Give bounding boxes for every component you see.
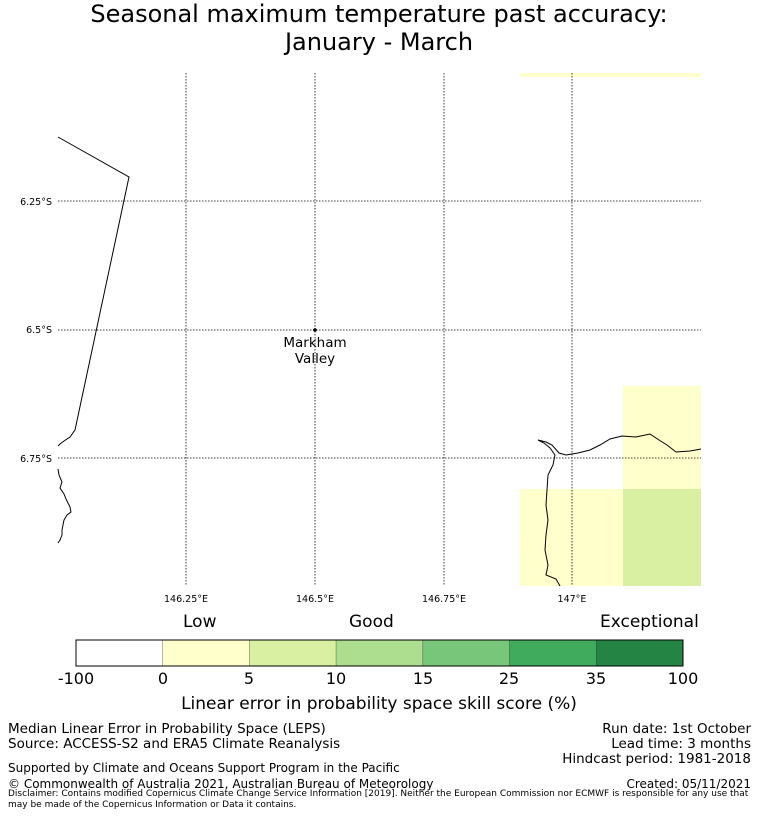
colorbar-tick-label: -100 bbox=[57, 669, 95, 688]
colorbar-segment bbox=[163, 640, 250, 666]
footer-source: Source: ACCESS-S2 and ERA5 Climate Reanalysis bbox=[8, 736, 341, 752]
colorbar-segment bbox=[510, 640, 597, 666]
footer-copyright: © Commonwealth of Australia 2021, Australian Bureau of Meteorology bbox=[8, 777, 434, 791]
skill-cell-upper-right bbox=[623, 386, 701, 489]
title-line-2: January - March bbox=[284, 28, 474, 56]
lat-tick-label: 6.25°S bbox=[20, 197, 52, 208]
colorbar-segment bbox=[336, 640, 423, 666]
colorbar-tick-label: 15 bbox=[412, 669, 434, 688]
colorbar-tick-label: 25 bbox=[498, 669, 520, 688]
colorbar-segment bbox=[596, 640, 683, 666]
colorbar-word-good: Good bbox=[349, 612, 394, 632]
lon-tick-label: 146.25°E bbox=[164, 594, 208, 605]
colorbar-segment bbox=[423, 640, 510, 666]
lat-tick-label: 6.75°S bbox=[20, 454, 52, 465]
place-name-line-2: Valley bbox=[294, 351, 336, 367]
skill-cell-top-strip bbox=[520, 73, 701, 77]
coastline-west bbox=[58, 137, 129, 446]
lat-tick-label: 6.5°S bbox=[26, 325, 52, 336]
colorbar-tick-label: 35 bbox=[585, 669, 607, 688]
colorbar-tick-label: 100 bbox=[667, 669, 699, 688]
colorbar-segment bbox=[249, 640, 336, 666]
colorbar-word-exceptional: Exceptional bbox=[600, 612, 699, 632]
footer-right bbox=[562, 722, 751, 767]
lon-tick-label: 146.75°E bbox=[422, 594, 466, 605]
footer-hindcast-period: Hindcast period: 1981-2018 bbox=[562, 751, 751, 767]
colorbar-tick-label: 0 bbox=[157, 669, 169, 688]
colorbar-tick-label: 10 bbox=[325, 669, 347, 688]
lat-gridlines bbox=[58, 201, 701, 458]
markham-valley-point bbox=[313, 328, 317, 332]
colorbar-tick-label: 5 bbox=[243, 669, 255, 688]
title-line-1: Seasonal maximum temperature past accuracy: bbox=[90, 0, 668, 28]
colorbar-word-low: Low bbox=[183, 612, 217, 632]
footer-support: Supported by Climate and Oceans Support Program in the Pacific bbox=[8, 761, 400, 775]
coastline-west-lower bbox=[58, 469, 71, 543]
footer-method: Median Linear Error in Probability Space (LEPS) bbox=[8, 721, 326, 737]
colorbar-segment bbox=[76, 640, 163, 666]
footer-disclaimer: Disclaimer: Contains modified Copernicus Climate Change Service Information [2019]. Neither the European Commission nor ECMWF is responsible for any use that may be made of the Copernicus Information or Data it contains. bbox=[8, 789, 749, 810]
footer-run-date: Run date: 1st October bbox=[602, 721, 751, 737]
colorbar-axis-label: Linear error in probability space skill score (%) bbox=[181, 694, 577, 714]
lon-gridlines bbox=[186, 73, 572, 586]
lon-tick-label: 146.5°E bbox=[296, 594, 334, 605]
skill-cell-lower-left bbox=[520, 489, 623, 586]
footer-left bbox=[8, 722, 340, 752]
colorbar bbox=[76, 640, 683, 666]
lon-tick-label: 147°E bbox=[557, 594, 587, 605]
place-name-line-1: Markham bbox=[283, 335, 347, 351]
footer-lead-time: Lead time: 3 months bbox=[611, 736, 751, 752]
skill-cell-lower-right bbox=[623, 489, 701, 586]
footer-created: Created: 05/11/2021 bbox=[626, 777, 751, 791]
